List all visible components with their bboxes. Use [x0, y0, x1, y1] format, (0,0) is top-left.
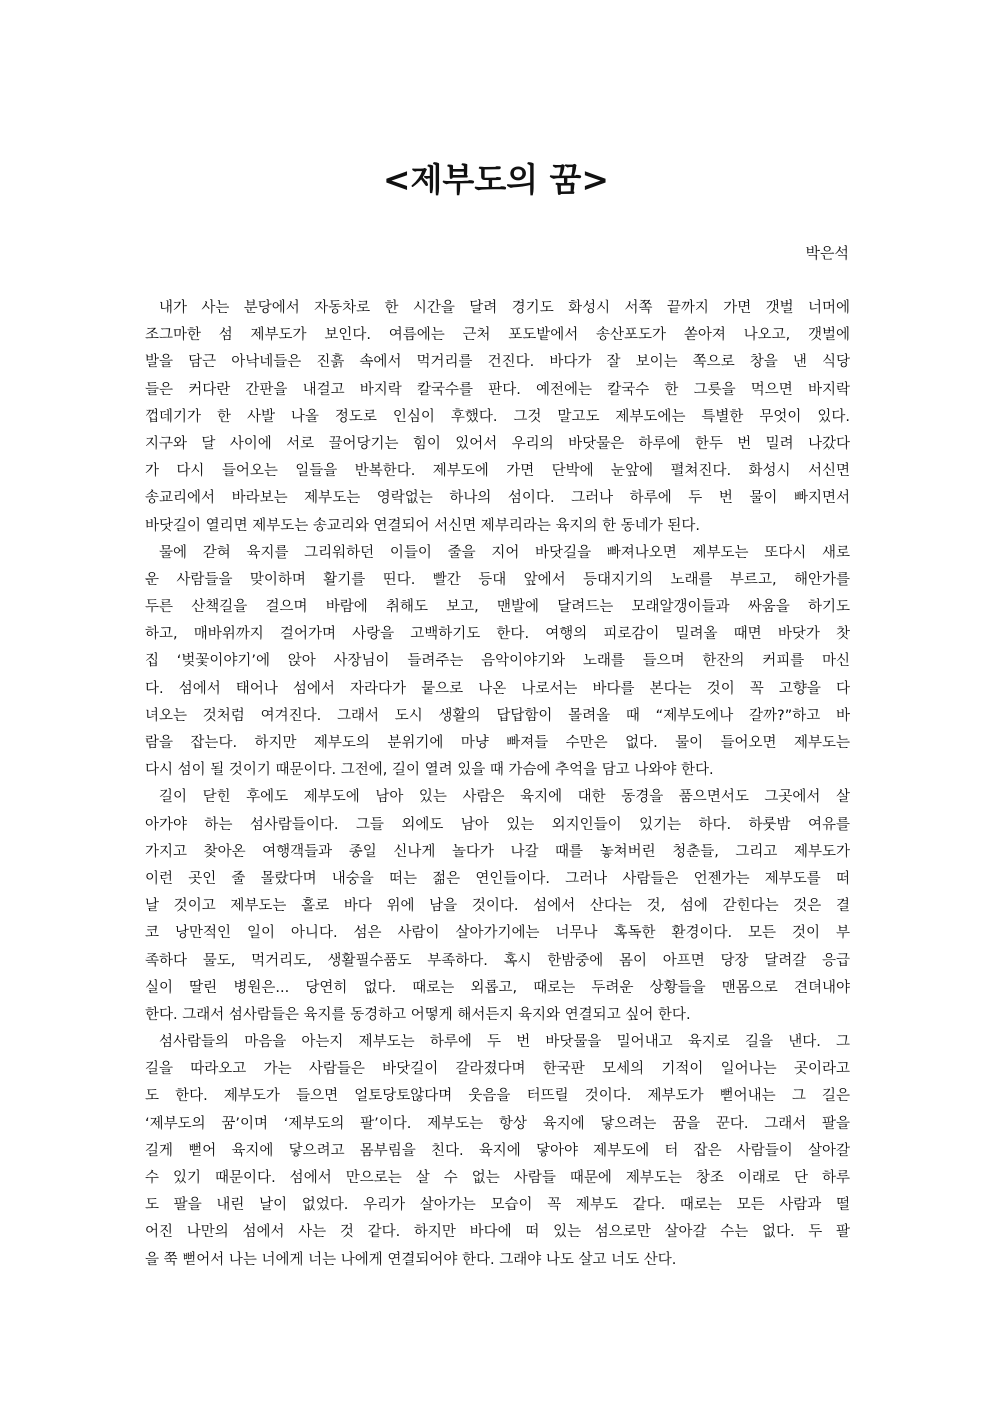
text-line: 집 ‘벚꽃이야기’에 앉아 사장님이 들려주는 음악이야기와 노래를 들으며 한잔의 커피를 마신: [145, 653, 850, 670]
text-line: 송교리에서 바라보는 제부도는 영락없는 하나의 섬이다. 그러나 하루에 두 번 물이 빠지면서: [145, 490, 850, 507]
text-line: 수 있기 때문이다. 섬에서 만으로는 살 수 없는 사람들 때문에 제부도는 창조 이래로 단 하루: [145, 1170, 850, 1186]
document-title: <제부도의 꿈>: [382, 160, 610, 199]
text-line: 지구와 달 사이에 서로 끌어당기는 힘이 있어서 우리의 바닷물은 하루에 한두 번 밀려 나갔다: [145, 435, 850, 452]
text-line: 다시 섬이 될 것이기 때문이다. 그전에, 길이 열려 있을 때 가슴에 추억을 담고 나와야 한다.: [145, 762, 714, 779]
text-line: 을 쭉 뻗어서 나는 너에게 너는 나에게 연결되어야 한다. 그래야 나도 살고 너도 산다.: [145, 1251, 677, 1268]
text-line: 한다. 그래서 섬사람들은 육지를 동경하고 어떻게 해서든지 육지와 연결되고 싶어 한다.: [145, 1006, 691, 1023]
text-line: 어진 나만의 섬에서 사는 것 같다. 하지만 바다에 떠 있는 섬으로만 살아갈 수는 없다. 두 팔: [145, 1224, 850, 1241]
text-line: 이런 곳인 줄 몰랐다며 내숭을 떠는 젊은 연인들이다. 그러나 사람들은 언젠가는 제부도를 떠: [145, 870, 850, 887]
text-line: 섬사람들의 마음을 아는지 제부도는 하루에 두 번 바닷물을 밀어내고 육지로 길을 낸다. 그: [159, 1034, 850, 1051]
text-line: 물에 갇혀 육지를 그리워하던 이들이 줄을 지어 바닷길을 빠져나오면 제부도는 또다시 새로: [159, 544, 850, 561]
text-line: 발을 담근 아낙네들은 진흙 속에서 먹거리를 건진다. 바다가 잘 보이는 쪽으로 창을 낸 식당: [145, 354, 850, 371]
author-name: 박은석: [805, 244, 849, 262]
text-line: 하고, 매바위까지 걸어가며 사랑을 고백하기도 한다. 여행의 피로감이 밀려올 때면 바닷가 찻: [145, 626, 850, 643]
essay-body: [145, 295, 850, 1274]
text-line: 껍데기가 한 사발 나올 정도로 인심이 후했다. 그것 말고도 제부도에는 특별한 무엇이 있다.: [145, 408, 850, 425]
text-line: 길게 뻗어 육지에 닿으려고 몸부림을 친다. 육지에 닿아야 제부도에 터 잡은 사람들이 살아갈: [145, 1142, 850, 1159]
text-line: 두른 산책길을 걸으며 바람에 취해도 보고, 맨발에 달려드는 모래알갱이들과 싸움을 하기도: [145, 599, 850, 616]
text-line: 다. 섬에서 태어나 섬에서 자라다가 뭍으로 나온 나로서는 바다를 본다는 것이 꼭 고향을 다: [145, 680, 850, 697]
text-line: 길이 닫힌 후에도 제부도에 남아 있는 사람은 육지에 대한 동경을 품으면서도 그곳에서 살: [159, 789, 850, 806]
text-line: 길을 따라오고 가는 사람들은 바닷길이 갈라졌다며 한국판 모세의 기적이 일어나는 곳이라고: [145, 1061, 850, 1078]
text-line: 가 다시 들어오는 일들을 반복한다. 제부도에 가면 단박에 눈앞에 펼쳐진다. 화성시 서신면: [145, 463, 850, 480]
text-line: 족하다 물도, 먹거리도, 생활필수품도 부족하다. 혹시 한밤중에 몸이 아프면 당장 달려갈 응급: [145, 952, 850, 969]
text-line: 운 사람들을 맞이하며 활기를 띤다. 빨간 등대 앞에서 등대지기의 노래를 부르고, 해안가를: [145, 571, 850, 588]
text-line: 실이 딸린 병원은... 당연히 없다. 때로는 외롭고, 때로는 두려운 상황들을 맨몸으로 견뎌내야: [145, 979, 850, 996]
text-line: 가지고 찾아온 여행객들과 종일 신나게 놀다가 나갈 때를 놓쳐버린 청춘들, 그리고 제부도가: [145, 843, 850, 860]
text-line: 도 팔을 내린 날이 없었다. 우리가 살아가는 모습이 꼭 제부도 같다. 때로는 모든 사람과 떨: [145, 1197, 850, 1214]
text-line: 코 낭만적인 일이 아니다. 섬은 사람이 살아가기에는 너무나 혹독한 환경이다. 모든 것이 부: [145, 925, 850, 942]
text-line: 내가 사는 분당에서 자동차로 한 시간을 달려 경기도 화성시 서쪽 끝까지 가면 갯벌 너머에: [159, 300, 850, 316]
text-line: 조그마한 섬 제부도가 보인다. 여름에는 근처 포도밭에서 송산포도가 쏟아져 나오고, 갯벌에: [145, 327, 850, 344]
text-line: 바닷길이 열리면 제부도는 송교리와 연결되어 서신면 제부리라는 육지의 한 동네가 된다.: [145, 517, 700, 534]
text-line: 날 것이고 제부도는 홀로 바다 위에 남을 것이다. 섬에서 산다는 것, 섬에 갇힌다는 것은 결: [145, 898, 850, 915]
text-line: 람을 잡는다. 하지만 제부도의 분위기에 마냥 빠져들 수만은 없다. 물이 들어오면 제부도는: [145, 735, 850, 751]
text-line: ‘제부도의 꿈’이며 ‘제부도의 팔’이다. 제부도는 항상 육지에 닿으려는 꿈을 꾼다. 그래서 팔을: [145, 1115, 850, 1132]
text-line: 아가야 하는 섬사람들이다. 그들 외에도 남아 있는 외지인들이 있기는 하다. 하룻밤 여유를: [145, 816, 850, 833]
text-line: 녀오는 것처럼 여겨진다. 그래서 도시 생활의 답답함이 몰려올 때 “제부도에나 갈까?”하고 바: [145, 707, 850, 724]
text-line: 도 한다. 제부도가 들으면 얼토당토않다며 웃음을 터뜨릴 것이다. 제부도가 뻗어내는 그 길은: [145, 1088, 850, 1105]
text-line: 들은 커다란 간판을 내걸고 바지락 칼국수를 판다. 예전에는 칼국수 한 그릇을 먹으면 바지락: [145, 381, 850, 398]
